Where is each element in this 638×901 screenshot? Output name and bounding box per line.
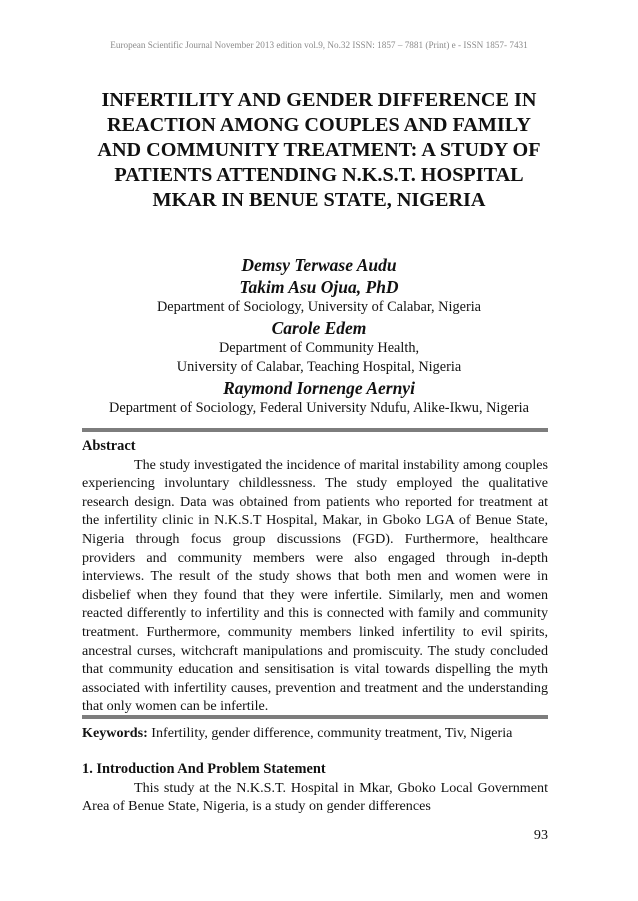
keywords (82, 724, 552, 743)
abstract-bottom-rule (82, 715, 548, 719)
author-block (60, 254, 578, 418)
running-header: European Scientific Journal November 2013 edition vol.9, No.32 ISSN: 1857 – 7881 (Print) e - ISSN 1857- 7431 (110, 40, 528, 50)
abstract-heading: Abstract (82, 438, 136, 454)
author-affiliation: Department of Sociology, Federal University Ndufu, Alike-Ikwu, Nigeria (109, 400, 529, 416)
author-affiliation: Department of Sociology, University of Calabar, Nigeria (156, 299, 482, 315)
title-line: REACTION AMONG COUPLES AND FAMILY (107, 114, 531, 136)
title-line: MKAR IN BENUE STATE, NIGERIA (152, 189, 486, 211)
abstract-top-rule (82, 428, 548, 432)
section-body: This study at the N.K.S.T. Hospital in Mkar, Gboko Local Government Area of Benue State, Nigeria, is a study on gender differences (82, 779, 548, 815)
author-affiliation: Department of Community Health, (218, 340, 420, 356)
author-affiliation: University of Calabar, Teaching Hospital, Nigeria (176, 359, 462, 375)
title-line: AND COMMUNITY TREATMENT: A STUDY OF (97, 139, 541, 161)
paper-title (70, 88, 568, 213)
section-heading: 1. Introduction And Problem Statement (82, 761, 326, 777)
keywords-text: Infertility, gender difference, community treatment, Tiv, Nigeria (147, 725, 513, 741)
author-name: Raymond Iornenge Aernyi (223, 378, 415, 398)
abstract (82, 437, 548, 716)
page-number: 93 (533, 827, 548, 843)
author-name: Demsy Terwase Audu (241, 255, 397, 275)
author-name: Carole Edem (271, 318, 367, 338)
keywords-label: Keywords: (82, 725, 148, 741)
abstract-body: The study investigated the incidence of marital instability among couples experiencing involuntary childlessness. The study employed the qualitative research design. Data was obtained from patients who reported for treatment at the infertility clinic in N.K.S.T Hospital, Makar, in Gboko LGA of Benue State, Nigeria through focus group discussions (FGD). Furthermore, healthcare providers and community members were also engaged through in-depth interviews. The result of the study shows that both men and women were in disbelief when they found that they were infertile. Similarly, men and women reacted differently to infertility and this is connected with family and community treatment. Furthermore, community members linked infertility to evil spirits, ancestral curses, witchcraft manipulations and promiscuity. The study concluded that community education and sensitisation is vital towards dispelling the myth associated with infertility causes, prevention and treatment and the understanding that only women can be infertile. (82, 456, 548, 715)
introduction-section (82, 760, 548, 816)
title-line: INFERTILITY AND GENDER DIFFERENCE IN (101, 89, 537, 111)
author-name: Takim Asu Ojua, PhD (239, 277, 399, 297)
title-line: PATIENTS ATTENDING N.K.S.T. HOSPITAL (114, 164, 524, 186)
